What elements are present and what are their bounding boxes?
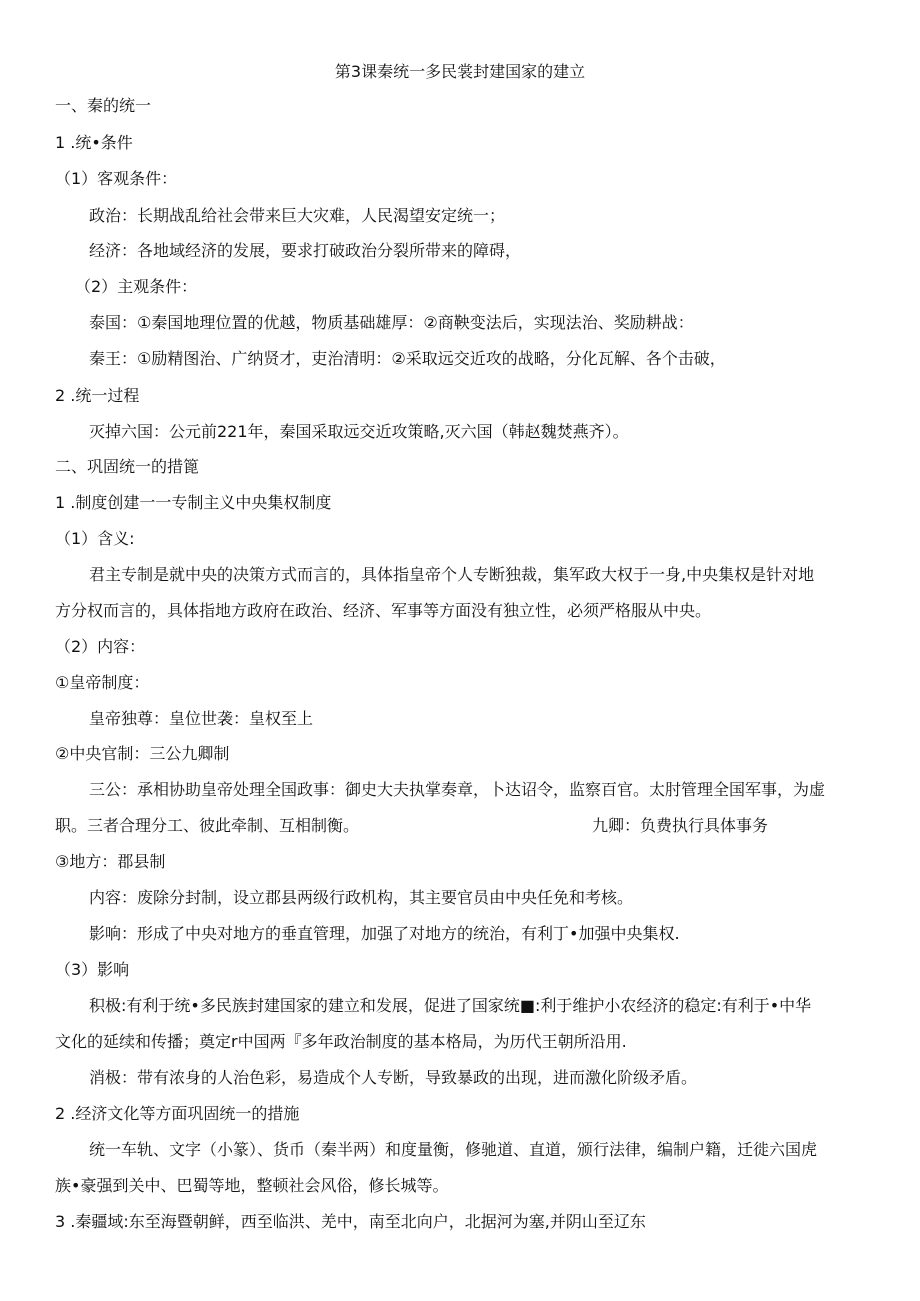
paragraph: 方分权而言的，具体指地方政府在政治、经济、军事等方面没有独立性，必须严格服从中央。 <box>55 601 712 620</box>
paragraph: 灭掉六国：公元前221年，秦国采取远交近攻策略,灭六国（韩赵魏焚燕齐）。 <box>89 422 629 441</box>
item-heading: （3）影响 <box>55 960 130 979</box>
paragraph: 君主专制是就中央的决策方式而言的，具体指皇帝个人专断独裁，集军政大权于一身,中央集权是针对地 <box>89 565 815 584</box>
subsection-heading: 2 .统一过程 <box>55 386 140 405</box>
subsection-heading: 3 .秦疆域:东至海暨朝鲜，西至临洪、羌中，南至北向户，北据河为塞,并阴山至辽东 <box>55 1212 646 1231</box>
item-heading: （2）主观条件： <box>75 277 198 296</box>
item-heading: ①皇帝制度： <box>55 673 150 692</box>
subsection-heading: 1 .统•条件 <box>55 133 133 152</box>
subsection-heading: 2 .经济文化等方面巩固统一的措施 <box>55 1104 300 1123</box>
paragraph: 积极:有利于统•多民族封建国家的建立和发展，促进了国家统■:利于维护小农经济的稳定:有利于•中华 <box>89 996 812 1015</box>
paragraph: 经济：各地域经济的发展，要求打破政治分裂所带来的障碍， <box>89 241 522 260</box>
paragraph: 皇帝独尊：皇位世袭：皇权至上 <box>89 709 314 728</box>
section-heading: 二、巩固统一的措篦 <box>55 457 200 476</box>
paragraph: 影响：形成了中央对地方的垂直管理，加强了对地方的统治，有利丁•加强中央集权. <box>89 924 680 943</box>
section-heading: 一、秦的统一 <box>55 96 152 115</box>
item-heading: （2）内容： <box>55 637 146 656</box>
paragraph: 职。三者合理分工、彼此牵制、互相制衡。 <box>55 816 360 835</box>
document-title: 第3课秦统一多民裳封建国家的建立 <box>334 62 586 81</box>
paragraph: 消极：带有浓身的人治色彩，易造成个人专断，导致暴政的出现，进而激化阶级矛盾。 <box>89 1068 698 1087</box>
paragraph: 三公：承相协助皇帝处理全国政事：御史大夫执掌奏章，卜达诏令，监察百官。太肘管理全国军事，为虚 <box>89 780 826 799</box>
subsection-heading: 1 .制度创建一一专制主义中央集权制度 <box>55 493 332 512</box>
paragraph: 族•豪强到关中、巴蜀等地，整顿社会风俗，修长城等。 <box>55 1176 449 1195</box>
paragraph: 统一车轨、文字（小篆）、货币（秦半两）和度量衡，修驰道、直道，颁行法律，编制户籍，迁徙六国虎 <box>89 1140 818 1159</box>
item-heading: ②中央官制：三公九卿制 <box>55 744 230 763</box>
paragraph: 内容：废除分封制，设立郡县两级行政机构，其主要官员由中央任免和考核。 <box>89 888 634 907</box>
paragraph: 泰国：①秦国地理位置的优越，物质基础雄厚：②商鞅变法后，实现法治、奖励耕战： <box>89 313 694 332</box>
item-heading: ③地方：郡县制 <box>55 852 166 871</box>
paragraph: 文化的延续和传播；奠定r中国两『多年政治制度的基本格局，为历代王朝所沿用. <box>55 1032 627 1051</box>
paragraph: 九卿：负费执行具体事务 <box>592 816 769 835</box>
item-heading: （1）含义: <box>55 529 135 548</box>
item-heading: （1）客观条件： <box>55 169 178 188</box>
paragraph: 政治：长期战乱给社会带来巨大灾难，人民渴望安定统一； <box>89 206 506 225</box>
paragraph: 秦王：①励精图治、广纳贤才，吏治清明：②采取远交近攻的战略，分化瓦解、各个击破， <box>89 349 726 368</box>
